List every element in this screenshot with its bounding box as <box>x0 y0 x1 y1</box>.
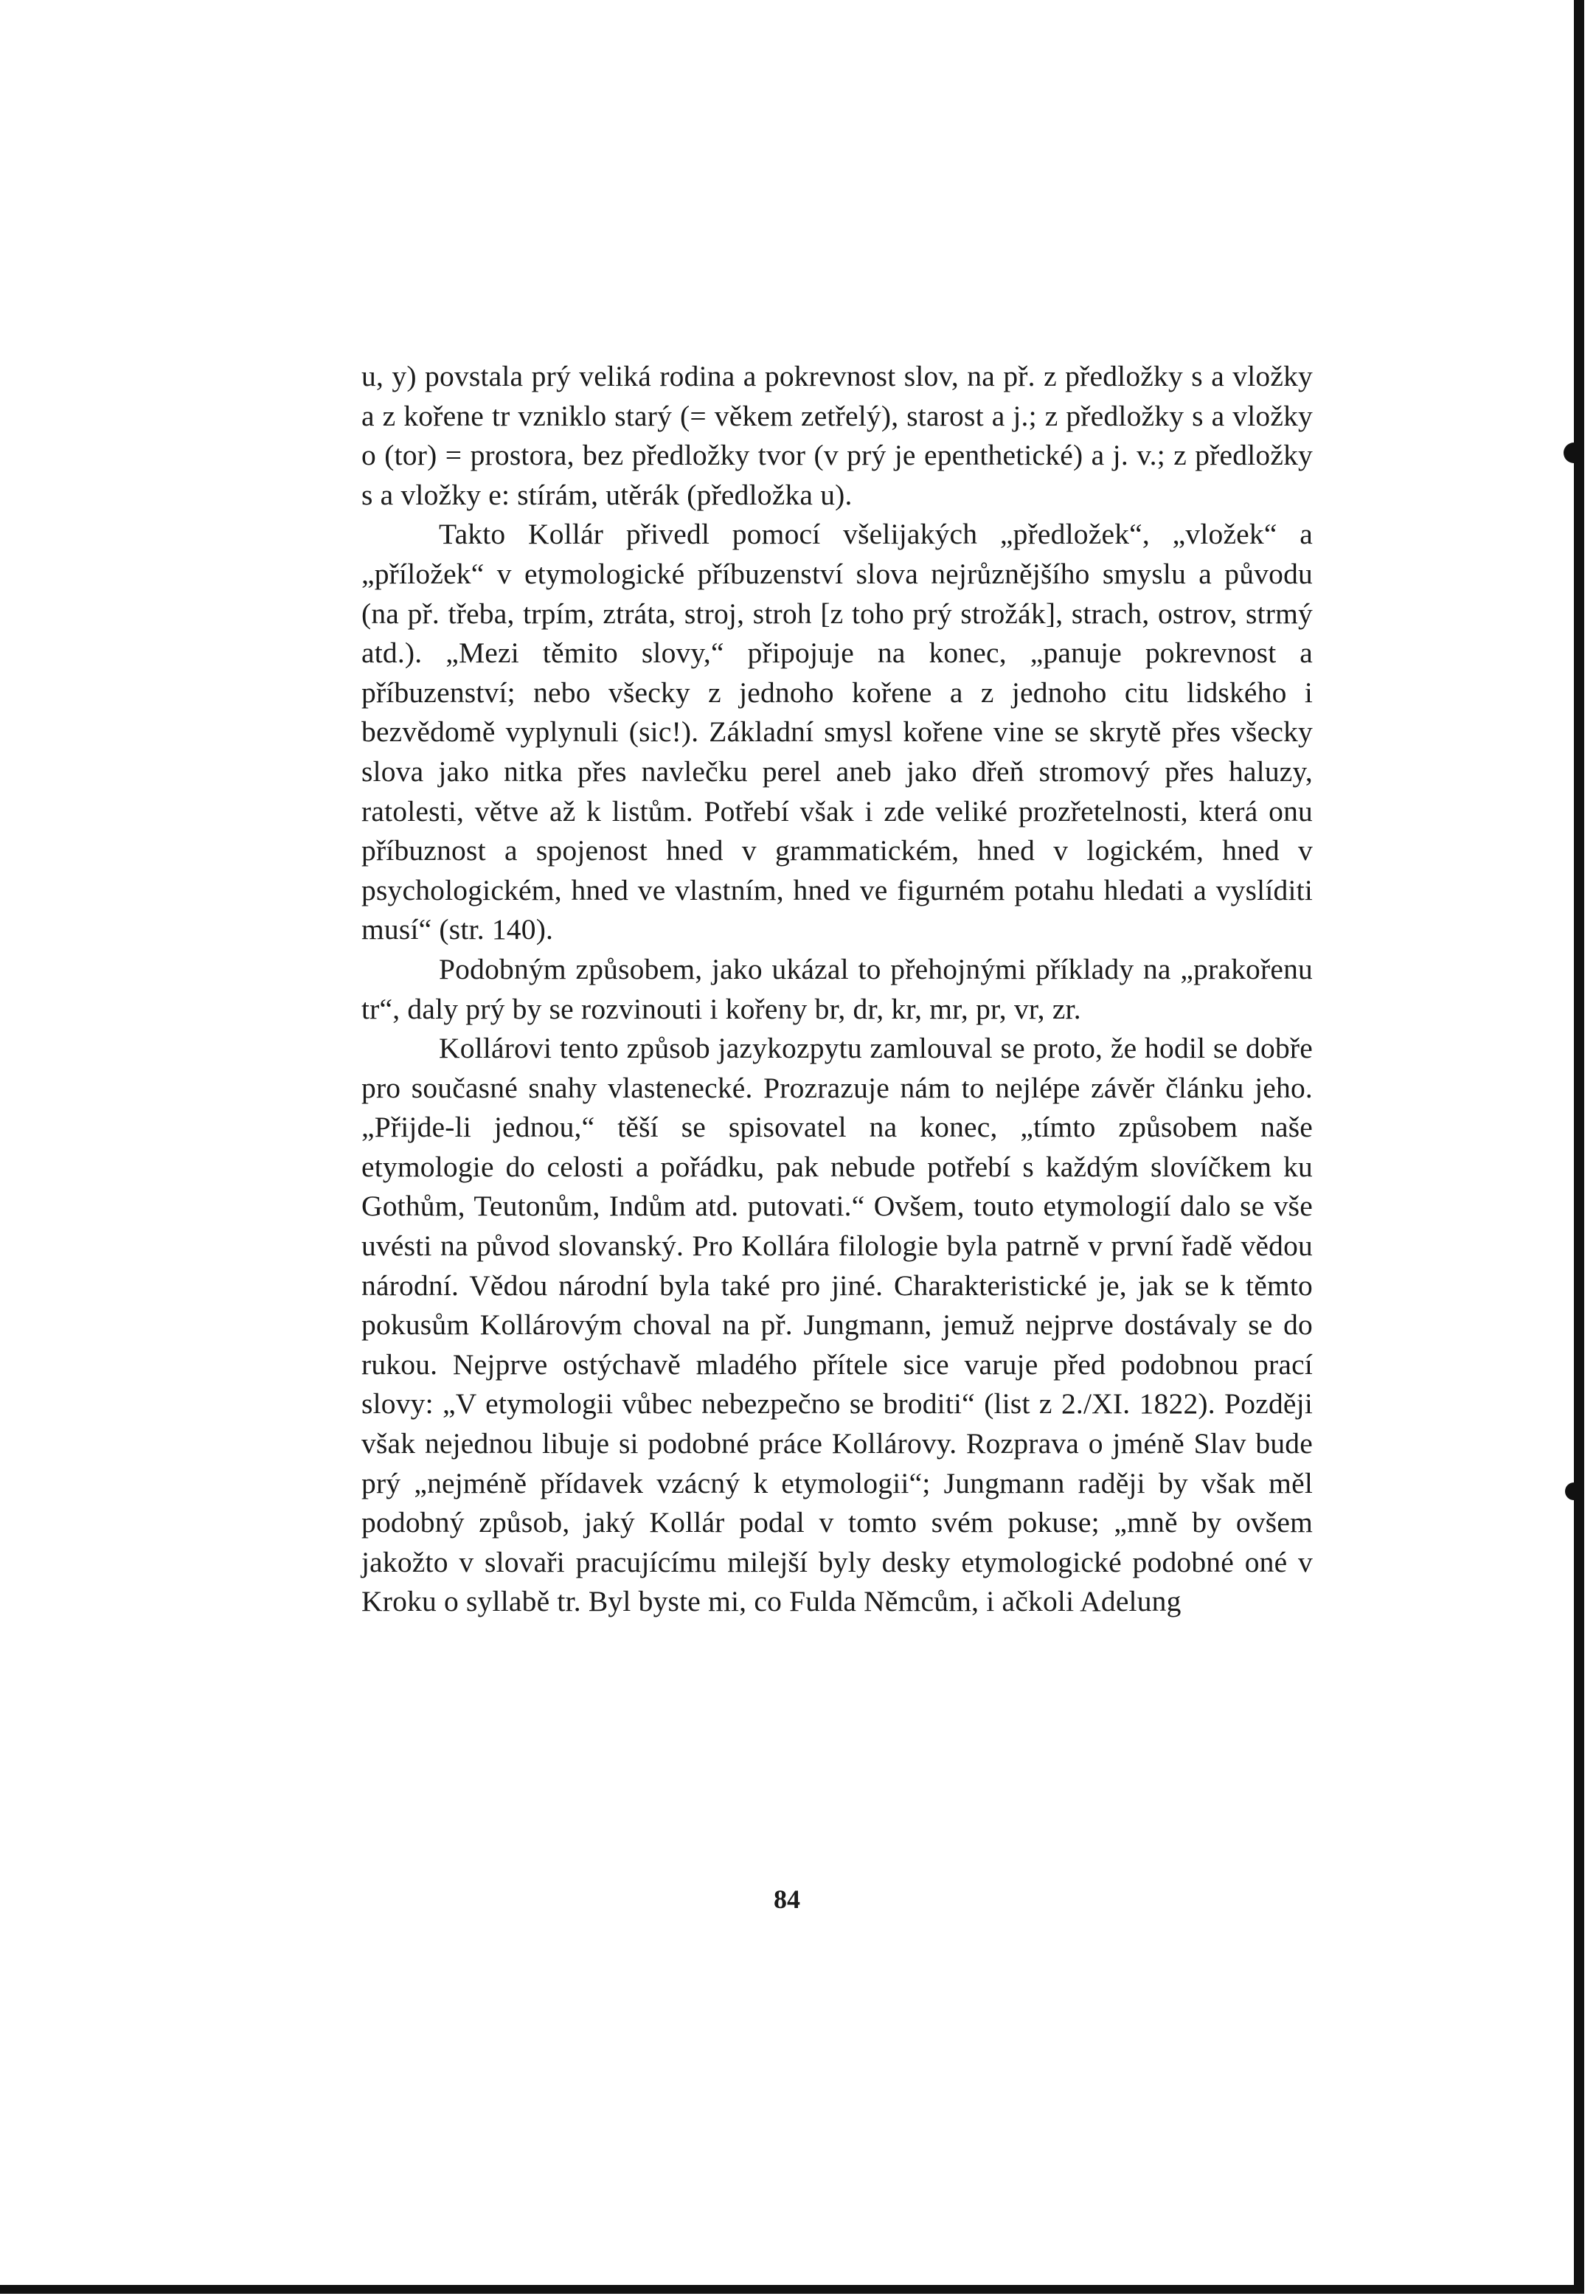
body-text <box>361 357 1313 1622</box>
paragraph-4: Kollárovi tento způsob jazykozpytu zamlouval se proto, že hodil se dobře pro současné snahy vlastenecké. Prozrazuje nám to nejlépe závěr článku jeho. „Přijde-li jednou,“ těší se spisovatel na konec, „tímto způsobem naše etymologie do celosti a pořádku, pak nebude potřebí s každým slovíčkem ku Gothům, Teutonům, Indům atd. putovati.“ Ovšem, touto etymologií dalo se vše uvésti na původ slovanský. Pro Kollára filologie byla patrně v první řadě vědou národní. Vědou národní byla také pro jiné. Charakteristické je, jak se k těmto pokusům Kollárovým choval na př. Jungmann, jemuž nejprve dostávaly se do rukou. Nejprve ostýchavě mladého přítele sice varuje před podobnou prací slovy: „V etymologii vůbec nebezpečno se broditi“ (list z 2./XI. 1822). Později však nejednou libuje si podobné práce Kollárovy. Rozprava o jméně Slav bude prý „nejméně přídavek vzácný k etymologii“; Jungmann raději by však měl podobný způsob, jaký Kollár podal v tomto svém pokuse; „mně by ovšem jakožto v slovaři pracujícímu milejší byly desky etymologické podobné oné v Kroku o syllabě tr. Byl byste mi, co Fulda Němcům, i ačkoli Adelung <box>361 1032 1313 1618</box>
page-number: 84 <box>774 1884 800 1914</box>
binding-mark-bottom <box>1574 1977 1578 2021</box>
binding-mark-top <box>1574 74 1578 118</box>
paragraph-2: Takto Kollár přivedl pomocí všelijakých „předložek“, „vložek“ a „příložek“ v etymologické příbuzenství slova nejrůznějšího smyslu a původu (na př. třeba, trpím, ztráta, stroj, stroh [z toho prý strožák], strach, ostrov, strmý atd.). „Mezi těmito slovy,“ připojuje na konec, „panuje pokrevnost a příbuzenství; nebo všecky z jednoho kořene a z jednoho citu lidského i bezvědomě vyplynuli (sic!). Základní smysl kořene vine se skrytě přes všecky slova jako nitka přes navlečku perel aneb jako dřeň stromový přes haluzy, ratolesti, větve až k listům. Potřebí však i zde veliké prozřetelnosti, která onu příbuznost a spojenost hned v grammatickém, hned v logickém, hned v psychologickém, hned ve vlastním, hned ve figurném potahu hledati a vyslíditi musí“ (str. 140). <box>361 518 1313 946</box>
scan-margin <box>1584 0 1596 2296</box>
paragraph-3: Podobným způsobem, jako ukázal to přehojnými příklady na „prakořenu tr“, daly prý by se rozvinouti i kořeny br, dr, kr, mr, pr, vr, zr. <box>361 952 1313 1025</box>
binding-mark-lower <box>1565 1482 1584 1500</box>
binding-mark-middle <box>1564 443 1584 463</box>
paragraph-1: u, y) povstala prý veliká rodina a pokrevnost slov, na př. z předložky s a vložky a z kořene tr vzniklo starý (= věkem zetřelý), starost a j.; z předložky s a vložky o (tor) = prostora, bez předložky tvor (v prý je epenthetické) a j. v.; z předložky s a vložky e: stírám, utěrák (předložka u). <box>361 360 1313 511</box>
